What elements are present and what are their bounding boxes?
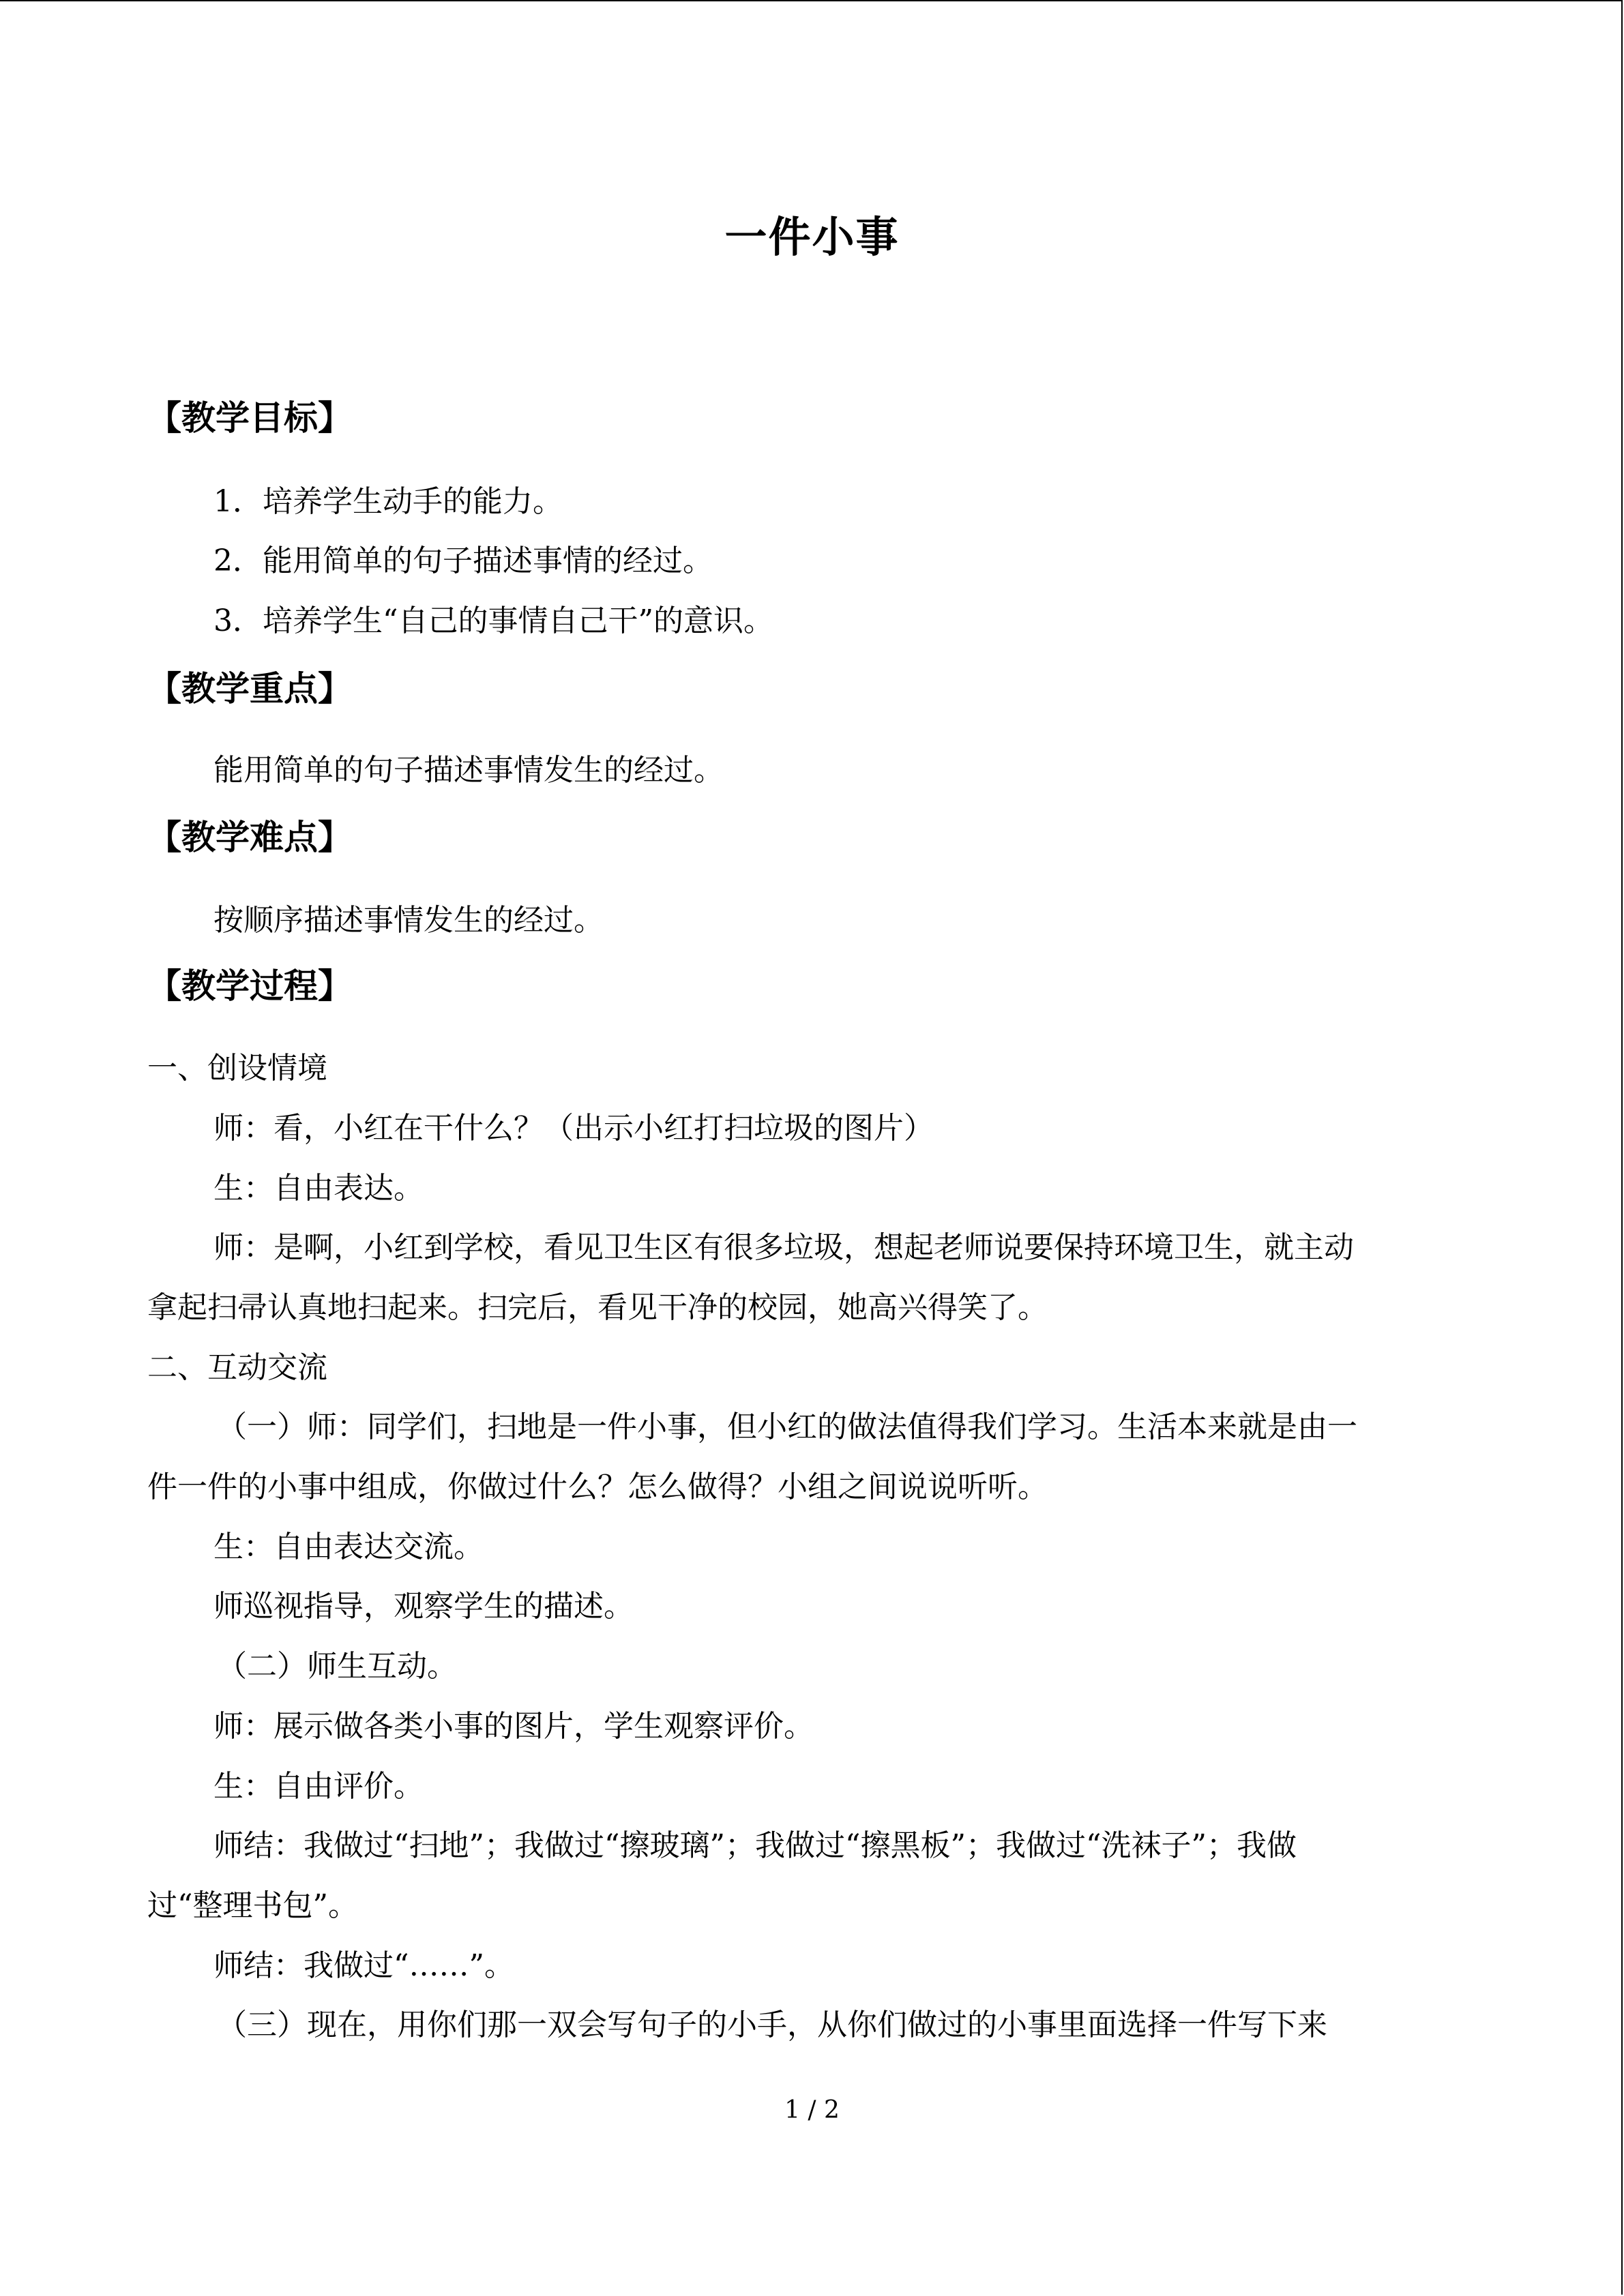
objective-item-1: 1．培养学生动手的能力。: [213, 484, 563, 519]
key-points-text: 能用简单的句子描述事情发生的经过。: [213, 753, 724, 788]
process-line: 师结：我做过“……”。: [213, 1948, 514, 1983]
process-line: 拿起扫帚认真地扫起来。扫完后，看见干净的校园，她高兴得笑了。: [147, 1290, 1048, 1325]
process-line: 一、创设情境: [147, 1051, 327, 1086]
document-title: 一件小事: [724, 212, 900, 262]
process-line: 二、互动交流: [147, 1350, 327, 1385]
objective-item-3: 3．培养学生“自己的事情自己干”的意识。: [213, 603, 773, 638]
key-points-heading: 【教学重点】: [147, 669, 352, 709]
process-line: 生：自由评价。: [213, 1769, 424, 1804]
process-line: （三）现在，用你们那一双会写句子的小手，从你们做过的小事里面选择一件写下来: [217, 2008, 1327, 2042]
process-line: 师：看，小红在干什么？（出示小红打扫垃圾的图片）: [213, 1111, 934, 1146]
process-line: 生：自由表达。: [213, 1171, 424, 1206]
process-line: （一）师：同学们，扫地是一件小事，但小红的做法值得我们学习。生活本来就是由一: [217, 1410, 1357, 1444]
difficulties-text: 按顺序描述事情发生的经过。: [213, 903, 604, 938]
process-line: （二）师生互动。: [217, 1649, 457, 1684]
process-line: 师：是啊，小红到学校，看见卫生区有很多垃圾，想起老师说要保持环境卫生，就主动: [213, 1230, 1354, 1265]
process-line: 生：自由表达交流。: [213, 1530, 484, 1564]
page-number: 1 / 2: [784, 2096, 840, 2124]
process-line: 过“整理书包”。: [147, 1888, 358, 1923]
objective-item-2: 2．能用简单的句子描述事情的经过。: [213, 543, 713, 578]
objectives-heading: 【教学目标】: [147, 398, 352, 438]
process-line: 师结：我做过“扫地”；我做过“擦玻璃”；我做过“擦黑板”；我做过“洗袜子”；我做: [213, 1828, 1297, 1863]
process-line: 师巡视指导，观察学生的描述。: [213, 1589, 634, 1624]
difficulties-heading: 【教学难点】: [147, 818, 352, 857]
process-line: 件一件的小事中组成，你做过什么？怎么做得？小组之间说说听听。: [147, 1470, 1048, 1504]
process-line: 师：展示做各类小事的图片，学生观察评价。: [213, 1709, 814, 1744]
process-heading: 【教学过程】: [147, 966, 352, 1006]
